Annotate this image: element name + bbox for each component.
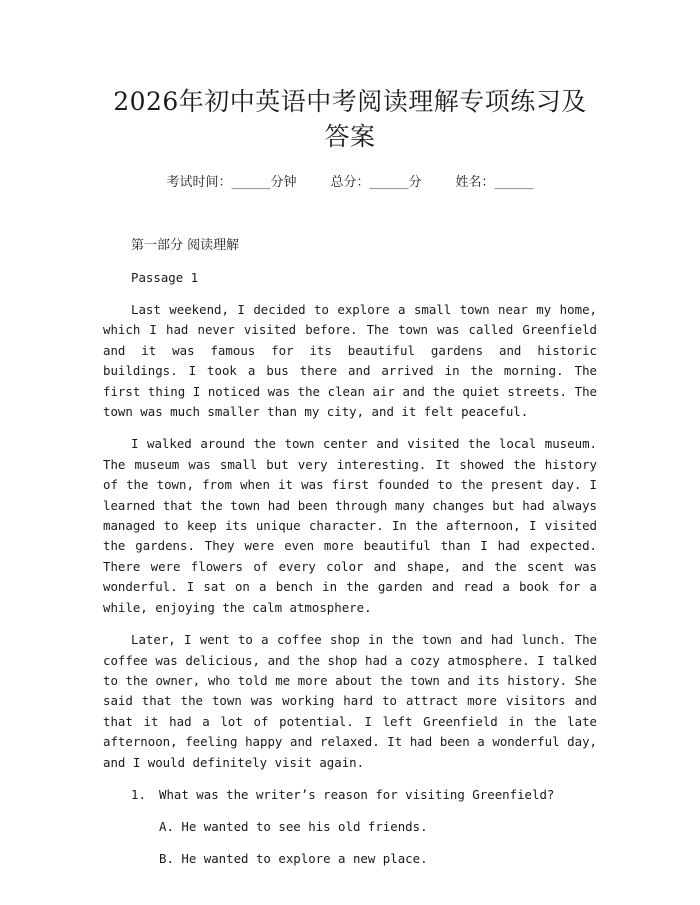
exam-time-field: 考试时间：______分钟: [166, 175, 297, 190]
section-heading: 第一部分 阅读理解: [131, 238, 240, 253]
document-title: 2026年初中英语中考阅读理解专项练习及答案: [113, 87, 587, 151]
question-number: 1.: [131, 786, 146, 802]
passage-paragraph-2: I walked around the town center and visited the local museum. The museum was small but very interesting. It showed the history of the town, from when it was first founded to the present day. I learned that the town had been through many changes but had always managed to keep its unique character. In the afternoon, I visited the gardens. They were even more beautiful than I had expected. There were flowers of every color and shape, and the scent was wonderful. I sat on a bench in the garden and read a book for a while, enjoying the calm atmosphere.: [103, 436, 597, 615]
passage-paragraph-3: Later, I went to a coffee shop in the town and had lunch. The coffee was delicious, and the shop had a cozy atmosphere. I talked to the owner, who told me more about the town and its history. She said that the town was working hard to attract more visitors and that it had a lot of potential. I left Greenfield in the late afternoon, feeling happy and relaxed. It had been a wonderful day, and I would definitely visit again.: [103, 632, 597, 770]
question-1-option-a: A. He wanted to see his old friends.: [159, 818, 428, 834]
total-score-field: 总分：______分: [330, 175, 422, 190]
question-1: [103, 785, 597, 805]
passage-paragraph-1: Last weekend, I decided to explore a small town near my home, which I had never visited before. The town was called Greenfield and it was famous for its beautiful gardens and historic buildings. I took a bus there and arrived in the morning. The first thing I noticed was the clean air and the quiet streets. The town was much smaller than my city, and it felt peaceful.: [103, 302, 597, 420]
exam-info-line: [103, 174, 597, 192]
question-1-option-b: B. He wanted to explore a new place.: [159, 850, 428, 866]
passage-heading: Passage 1: [131, 270, 199, 285]
student-name-field: 姓名：______: [455, 175, 534, 190]
question-text: What was the writer’s reason for visiting Greenfield?: [159, 786, 555, 802]
